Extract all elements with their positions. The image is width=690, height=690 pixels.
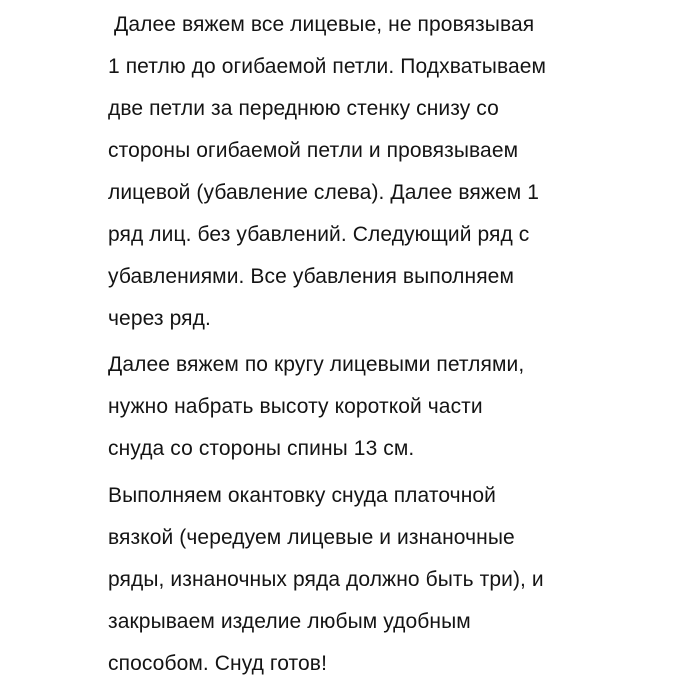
paragraph-line: ряд лиц. без убавлений. Следующий ряд с [108, 223, 530, 246]
paragraph-line: Далее вяжем все лицевые, не провязывая [114, 13, 535, 36]
paragraph-line: снуда со стороны спины 13 см. [108, 437, 415, 460]
paragraph-line: через ряд. [108, 307, 211, 330]
paragraph-line: закрываем изделие любым удобным [108, 610, 471, 633]
paragraph-line: Далее вяжем по кругу лицевыми петлями, [108, 353, 525, 376]
paragraph-line: нужно набрать высоту короткой части [108, 395, 483, 418]
paragraph-line: 1 петлю до огибаемой петли. Подхватываем [108, 55, 547, 78]
paragraph-line: Выполняем окантовку снуда платочной [108, 484, 497, 507]
paragraph-line: способом. Снуд готов! [108, 652, 328, 675]
paragraph-line: две петли за переднюю стенку снизу со [108, 97, 499, 120]
paragraph-line: ряды, изнаночных ряда должно быть три), и [108, 568, 544, 591]
paragraph-line: стороны огибаемой петли и провязываем [108, 139, 519, 162]
paragraph-2 [108, 344, 608, 470]
paragraph-3 [108, 475, 608, 685]
paragraph-line: вязкой (чередуем лицевые и изнаночные [108, 526, 515, 549]
paragraph-line: убавлениями. Все убавления выполняем [108, 265, 515, 288]
paragraph-1 [108, 4, 608, 340]
paragraph-line: лицевой (убавление слева). Далее вяжем 1 [108, 181, 540, 204]
